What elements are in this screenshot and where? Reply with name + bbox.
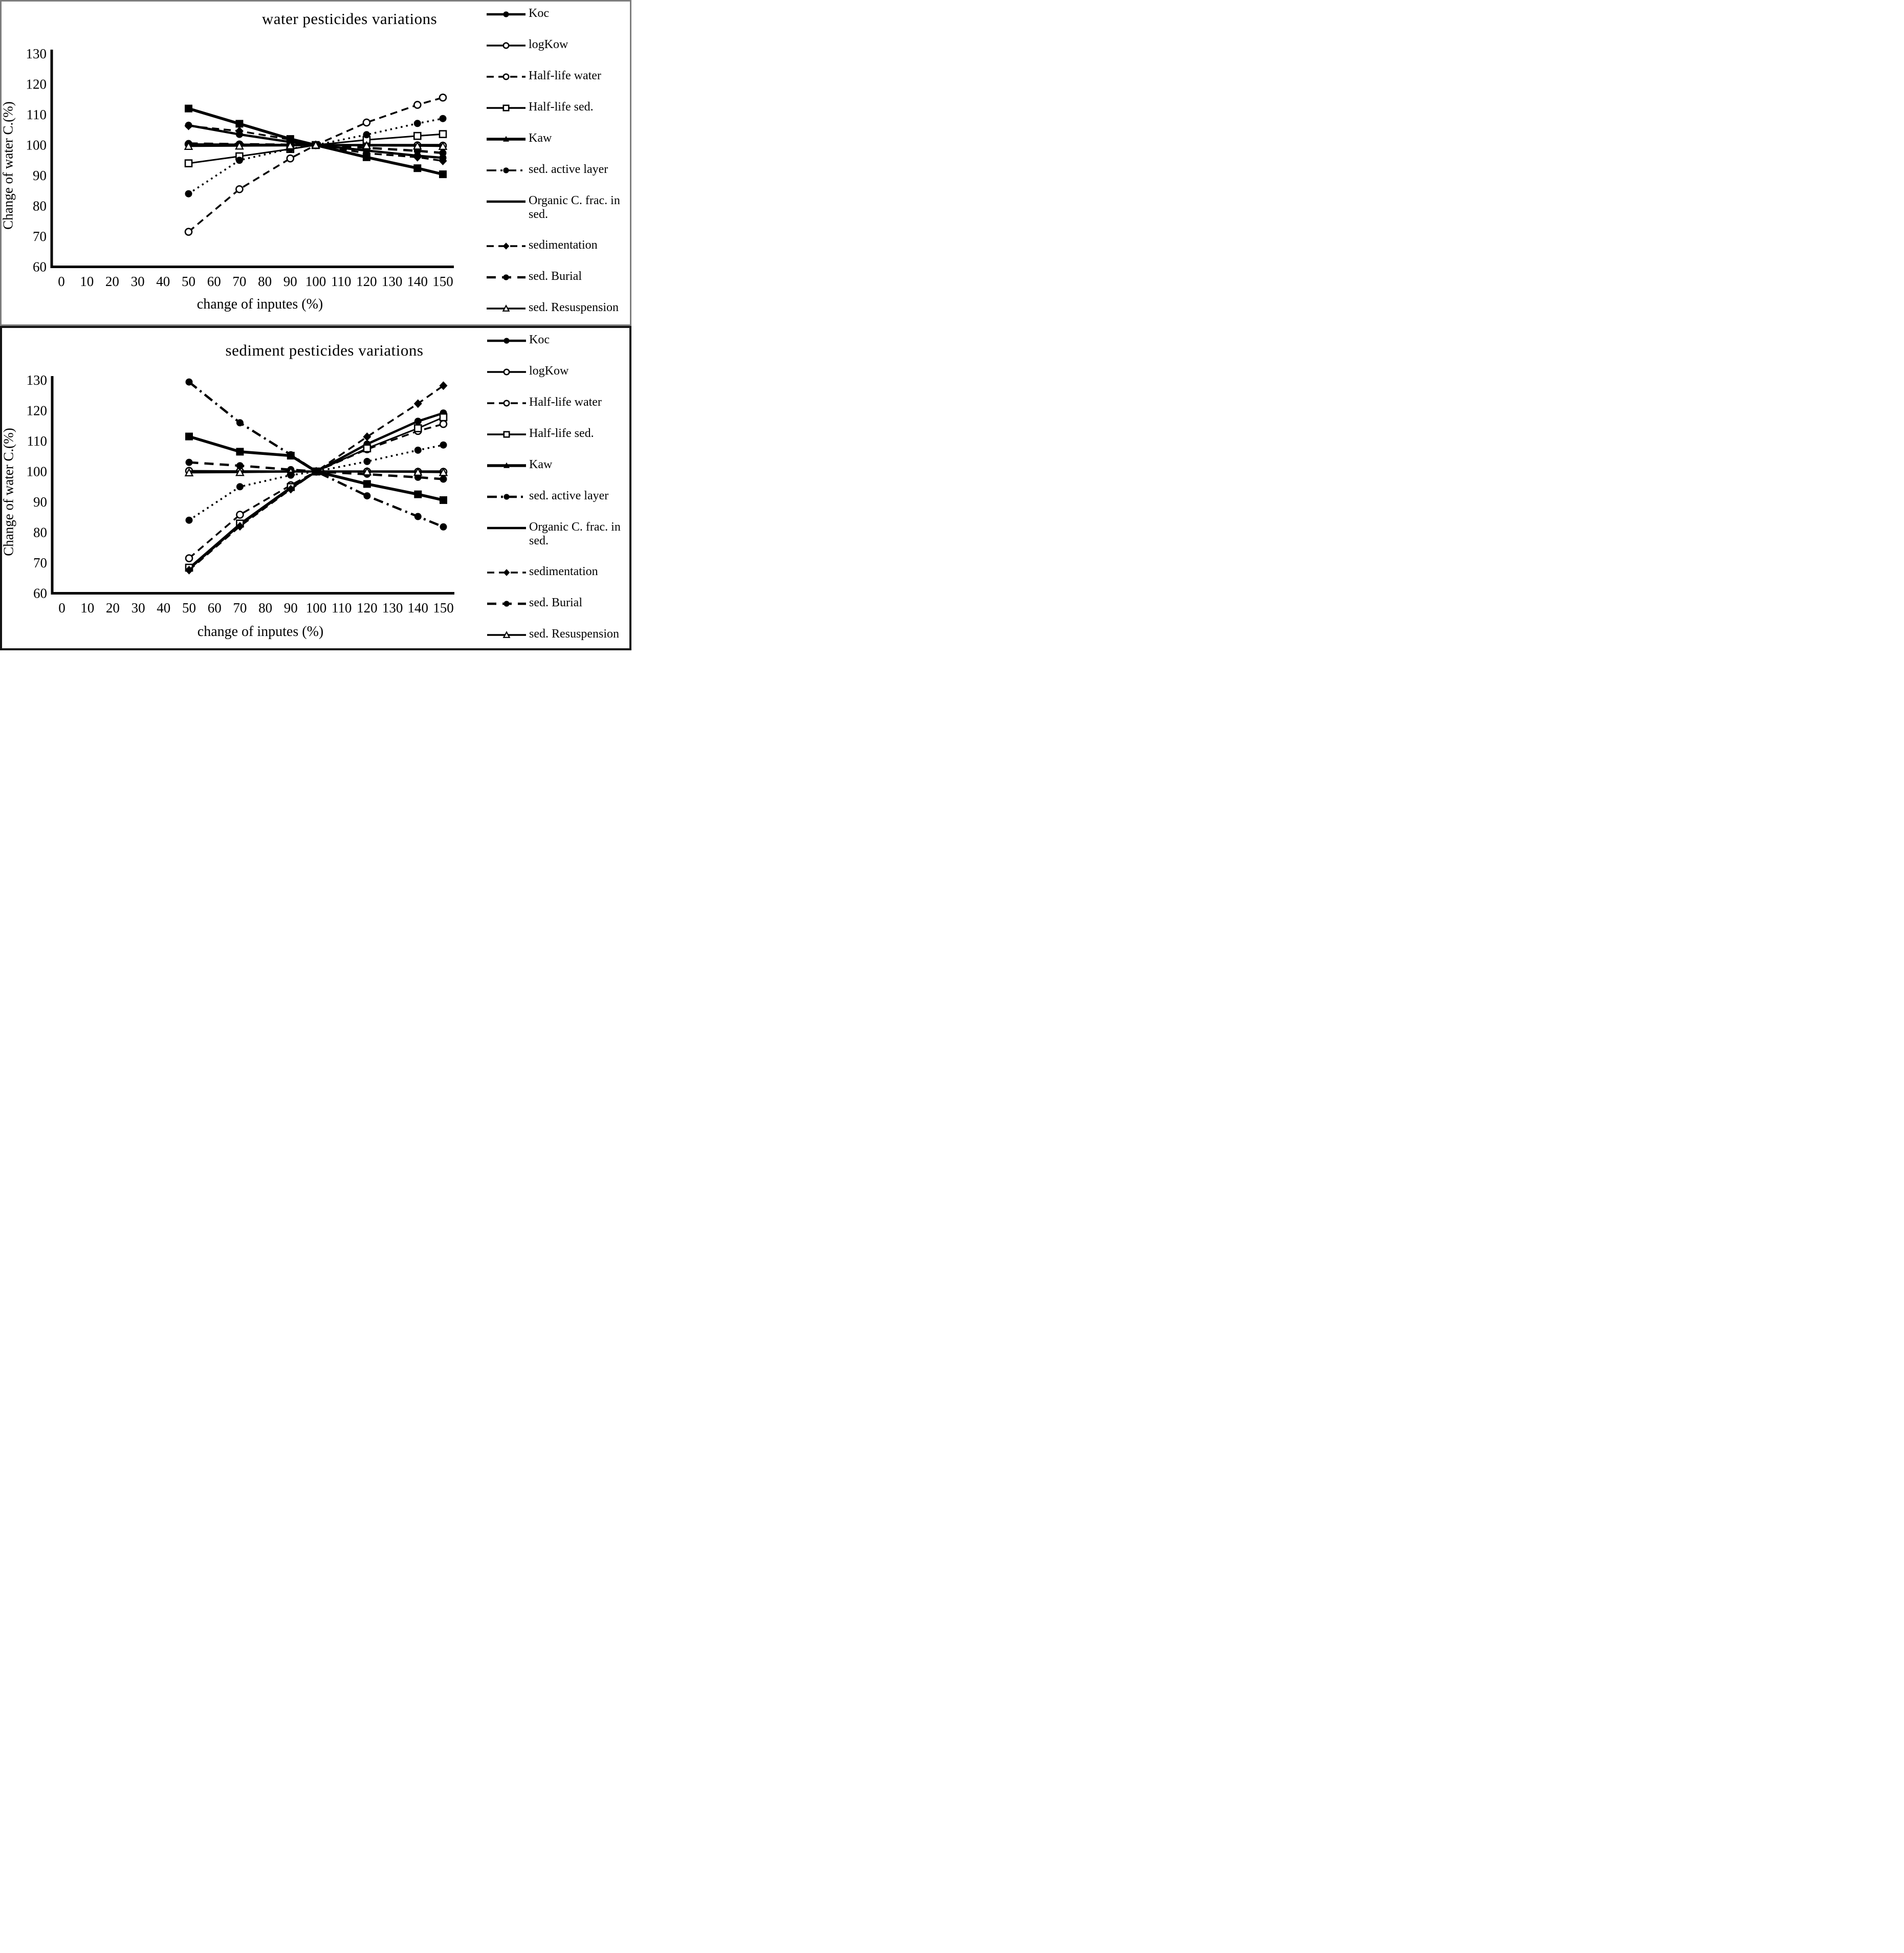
- legend-swatch-circle_filled: [486, 334, 527, 347]
- legend-swatch-circle_filled: [486, 164, 527, 177]
- legend-item-logkow: [486, 364, 632, 379]
- sediment-chart-panel: [0, 326, 631, 650]
- sensitivity-analysis-figure: [0, 0, 634, 651]
- legend-label: Koc: [529, 333, 550, 346]
- x-tick-label: 0: [58, 274, 65, 289]
- legend-swatch-circle_open: [486, 70, 527, 83]
- x-tick-label: 50: [182, 274, 195, 289]
- x-tick-label: 90: [283, 600, 298, 616]
- legend-label: Half-life water: [529, 69, 601, 82]
- y-tick-label: 130: [26, 46, 47, 61]
- x-tick-label: 40: [157, 600, 171, 616]
- legend-label: sed. Burial: [529, 269, 582, 283]
- legend-label: sed. active layer: [529, 163, 608, 176]
- x-tick-label: 50: [182, 600, 196, 616]
- legend-item-organic-c-frac-in-sed-: [486, 520, 632, 548]
- x-tick-label: 30: [131, 600, 145, 616]
- legend-swatch-circle_filled: [486, 597, 527, 610]
- legend-item-sed-resuspension: [486, 627, 632, 642]
- legend-swatch-circle_open: [486, 39, 527, 52]
- x-tick-label: 100: [305, 274, 326, 289]
- series-dotted-ascending-unlabeled-: [186, 442, 447, 524]
- legend-item-half-life-sed-: [486, 100, 632, 115]
- legend-swatch-diamond_filled: [486, 566, 527, 579]
- legend-swatch-circle_filled: [486, 490, 527, 503]
- legend-swatch-circle_filled: [486, 271, 527, 284]
- x-tick-label: 30: [130, 274, 145, 289]
- legend-item-sed-active-layer: [486, 163, 632, 177]
- legend-swatch-triangle_filled: [486, 133, 527, 146]
- x-tick-label: 150: [433, 600, 454, 616]
- legend-label: Half-life sed.: [529, 427, 594, 440]
- legend-label: logKow: [529, 38, 568, 51]
- legend-item-sed-resuspension: [486, 301, 632, 315]
- legend-label: Half-life water: [529, 396, 602, 409]
- legend-item-organic-c-frac-in-sed-: [486, 194, 632, 222]
- legend-label: Organic C. frac. in sed.: [529, 520, 621, 547]
- x-tick-label: 140: [407, 274, 428, 289]
- y-tick-label: 70: [33, 229, 47, 244]
- x-tick-label: 20: [105, 600, 120, 616]
- legend-item-sed-active-layer: [486, 489, 632, 503]
- y-tick-label: 80: [33, 198, 47, 214]
- legend-swatch-none: [486, 521, 527, 535]
- chart-title-water: water pesticides variations: [261, 10, 437, 28]
- series-sed-active-layer: [185, 115, 447, 198]
- x-tick-label: 10: [80, 600, 95, 616]
- legend-label: Kaw: [529, 458, 553, 471]
- legend-item-half-life-water: [486, 396, 632, 410]
- y-axis-title-text: Change of water C.(%): [0, 101, 16, 230]
- legend-swatch-square_open: [486, 428, 527, 441]
- y-tick-label: 100: [26, 464, 47, 479]
- legend-swatch-triangle_open: [486, 628, 527, 642]
- legend-item-logkow: [486, 38, 632, 52]
- x-tick-label: 60: [207, 600, 222, 616]
- x-axis-title-sediment: change of inputes (%): [197, 624, 324, 640]
- x-tick-label: 20: [105, 274, 119, 289]
- y-tick-label: 70: [33, 555, 47, 570]
- legend-label: sed. Resuspension: [529, 627, 619, 641]
- legend-swatch-square_open: [486, 101, 527, 115]
- legend-swatch-diamond_filled: [486, 239, 527, 253]
- legend-label: sed. Burial: [529, 596, 582, 609]
- sediment-chart-legend: [486, 333, 632, 659]
- legend-label: sed. Resuspension: [529, 300, 619, 314]
- legend-item-half-life-water: [486, 69, 632, 83]
- legend-label: Half-life sed.: [529, 100, 594, 114]
- x-tick-label: 80: [258, 274, 272, 289]
- x-tick-label: 60: [207, 274, 221, 289]
- x-tick-label: 130: [382, 600, 403, 616]
- y-tick-label: 60: [33, 259, 47, 275]
- sediment-chart-plot: [3, 329, 484, 646]
- legend-label: Organic C. frac. in sed.: [529, 194, 620, 221]
- legend-item-sedimentation: [486, 238, 632, 253]
- legend-label: logKow: [529, 364, 569, 378]
- legend-swatch-none: [486, 195, 527, 208]
- legend-label: Kaw: [529, 131, 552, 145]
- x-tick-label: 120: [357, 600, 378, 616]
- water-chart-panel: [0, 0, 631, 326]
- legend-label: sedimentation: [529, 564, 598, 578]
- y-tick-label: 120: [26, 403, 47, 419]
- y-axis-title-text: Change of water C.(%): [1, 427, 16, 556]
- legend-swatch-circle_open: [486, 397, 527, 410]
- x-tick-label: 90: [283, 274, 297, 289]
- x-tick-label: 0: [58, 600, 65, 616]
- y-tick-label: 90: [33, 168, 47, 183]
- x-tick-label: 10: [80, 274, 94, 289]
- x-tick-label: 130: [381, 274, 403, 289]
- x-tick-label: 150: [432, 274, 453, 289]
- legend-label: sedimentation: [529, 238, 598, 252]
- y-tick-label: 120: [26, 76, 47, 92]
- y-tick-label: 110: [27, 433, 47, 449]
- series-sed-active-layer: [186, 379, 447, 531]
- legend-item-kaw: [486, 131, 632, 146]
- legend-item-kaw: [486, 458, 632, 472]
- y-tick-label: 80: [33, 524, 47, 540]
- series-sed-resuspension: [185, 142, 447, 149]
- x-tick-label: 140: [407, 600, 429, 616]
- legend-item-half-life-sed-: [486, 427, 632, 441]
- x-tick-label: 70: [232, 274, 247, 289]
- y-tick-label: 100: [26, 137, 47, 153]
- water-chart-legend: [486, 7, 632, 332]
- y-tick-label: 90: [33, 494, 47, 510]
- x-tick-label: 40: [156, 274, 170, 289]
- chart-title-sediment: sediment pesticides variations: [225, 341, 424, 359]
- legend-item-sed-burial: [486, 596, 632, 610]
- water-chart-plot: [0, 3, 484, 320]
- legend-item-sed-burial: [486, 270, 632, 284]
- x-axis-title-water: change of inputes (%): [196, 296, 323, 312]
- x-tick-label: 120: [356, 274, 377, 289]
- legend-item-koc: [486, 7, 632, 21]
- legend-label: sed. active layer: [529, 489, 609, 502]
- legend-item-sedimentation: [486, 565, 632, 579]
- x-tick-label: 70: [233, 600, 247, 616]
- x-tick-label: 100: [305, 600, 327, 616]
- x-tick-label: 110: [331, 600, 352, 616]
- legend-label: Koc: [529, 7, 549, 20]
- x-tick-label: 80: [258, 600, 273, 616]
- y-tick-label: 110: [26, 107, 47, 122]
- legend-swatch-circle_filled: [486, 8, 527, 21]
- legend-swatch-circle_open: [486, 365, 527, 379]
- y-tick-label: 130: [26, 372, 47, 388]
- x-tick-label: 110: [331, 274, 352, 289]
- legend-swatch-triangle_open: [486, 302, 527, 315]
- legend-swatch-triangle_filled: [486, 459, 527, 472]
- y-tick-label: 60: [33, 585, 47, 601]
- legend-item-koc: [486, 333, 632, 347]
